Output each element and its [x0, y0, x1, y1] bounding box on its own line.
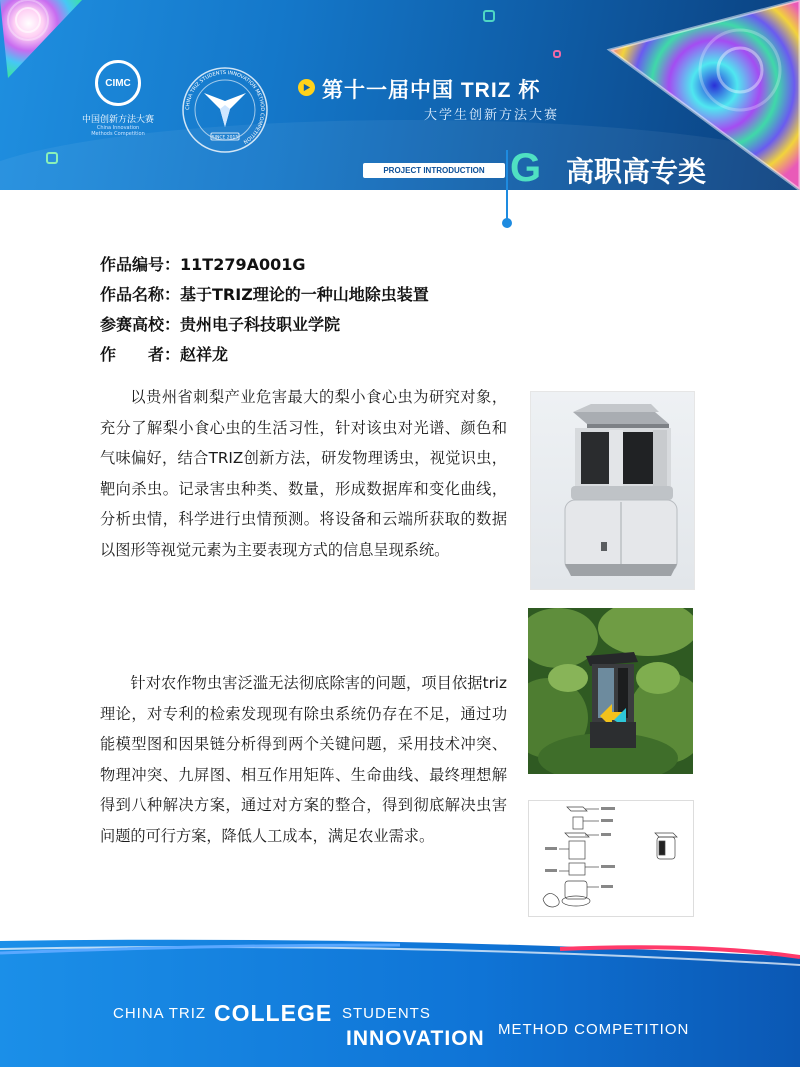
- emblem-ring-text: CHINA TRIZ STUDENTS INNOVATION METHOD COMPETITION: [184, 69, 266, 145]
- competition-title: 第十一届中国 TRIZ 杯: [322, 79, 541, 102]
- project-name-value: 基于TRIZ理论的一种山地除虫装置: [180, 285, 429, 304]
- cimc-logo-mark: CIMC: [95, 60, 141, 106]
- project-id-row: [100, 250, 720, 280]
- footer-china-triz: CHINA TRIZ: [113, 1005, 207, 1022]
- play-icon: [298, 79, 315, 96]
- description-paragraph-1: 以贵州省刺梨产业危害最大的梨小食心虫为研究对象，充分了解梨小食心虫的生活习性，针对该虫对光谱、颜色和气味偏好，结合TRIZ创新方法，研发物理诱虫，视觉识虫，靶向杀虫。记录害虫种类、数量，形成数据库和变化曲线，分析虫情，科学进行虫情预测。将设备和云端所获取的数据以图形等视觉元素为主要表现方式的信息呈现系统。: [100, 388, 507, 559]
- footer-innovation: INNOVATION: [346, 1027, 485, 1050]
- device-render-image: [530, 391, 695, 590]
- school-value: 贵州电子科技职业学院: [180, 315, 341, 334]
- competition-subtitle: 大学生创新方法大赛: [424, 108, 560, 123]
- project-name-row: [100, 280, 720, 310]
- project-intro-badge: PROJECT INTRODUCTION: [363, 163, 505, 178]
- category-label: 高职高专类: [566, 155, 707, 188]
- project-id-value: 11T279A001G: [180, 255, 306, 274]
- prism-decoration-left: [0, 0, 90, 80]
- field-photo-image: [528, 608, 693, 774]
- footer-students: STUDENTS: [342, 1005, 431, 1022]
- description-paragraph-2: 针对农作物虫害泛滥无法彻底除害的问题，项目依据triz理论，对专利的检索发现现有除虫系统仍存在不足，通过功能模型图和因果链分析得到两个关键问题，采用技术冲突、物理冲突、九屏图、相互作用矩阵、生命曲线、最终理想解得到八种解决方案，通过对方案的整合，得到彻底解决虫害问题的可行方案，降低人工成本，满足农业需求。: [100, 674, 507, 845]
- exploded-diagram-image: [528, 800, 694, 917]
- cimc-logo-name-cn: 中国创新方法大赛: [81, 115, 154, 125]
- author-row: [100, 340, 720, 370]
- emblem-year: SINCE 2015: [211, 135, 239, 141]
- cimc-logo-name-en-1: China Innovation: [96, 125, 140, 131]
- project-name-label: 作品名称：: [100, 285, 181, 304]
- category-connector-line: [506, 150, 508, 222]
- author-label: 作 者：: [100, 345, 181, 364]
- category-letter: G: [510, 146, 542, 190]
- cimc-logo: [78, 60, 158, 140]
- category-connector-dot: [502, 218, 512, 228]
- square-decoration: [483, 10, 495, 22]
- cimc-logo-name-en-2: Methods Competition: [91, 131, 145, 137]
- school-row: [100, 310, 720, 340]
- square-decoration: [553, 50, 561, 58]
- header-banner: [0, 0, 800, 190]
- project-id-label: 作品编号：: [100, 255, 181, 274]
- footer-method-competition: METHOD COMPETITION: [498, 1021, 690, 1038]
- footer-college: COLLEGE: [214, 1000, 333, 1026]
- square-decoration: [46, 152, 58, 164]
- project-info: [100, 250, 720, 370]
- triz-competition-emblem: [180, 65, 270, 155]
- author-value: 赵祥龙: [180, 345, 229, 364]
- school-label: 参赛高校：: [100, 315, 181, 334]
